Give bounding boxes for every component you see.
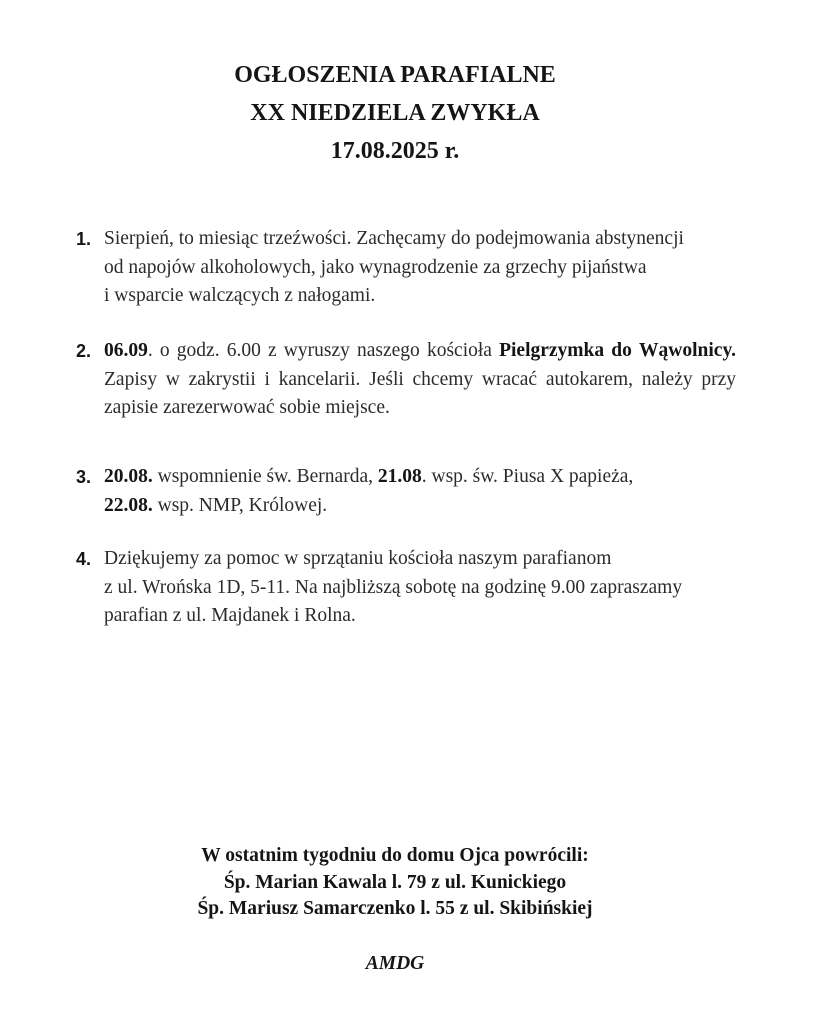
item-number: 2. — [76, 341, 92, 361]
item-text-part: wspomnienie św. Bernarda, — [152, 466, 378, 487]
item-text-part: . o godz. 6.00 z wyruszy naszego kościoła — [147, 340, 500, 361]
document-header — [0, 56, 790, 170]
announcement-item — [76, 463, 736, 520]
pilgrimage-destination: Wąwolnicy. — [639, 340, 737, 361]
announcement-item — [76, 337, 736, 423]
obituary-heading: W ostatnim tygodniu do domu Ojca powrócili: — [201, 845, 589, 866]
item-number: 4. — [76, 549, 92, 569]
item-line: od napojów alkoholowych, jako wynagrodzenie za grzechy pijaństwa — [104, 256, 647, 278]
item-text-part: Zapisy w zakrystii i kancelarii. Jeśli chcemy wracać — [104, 368, 538, 390]
obituary-section — [0, 843, 790, 923]
item-text-part: wsp. NMP, Królowej. — [152, 494, 328, 516]
obituary-entry: Śp. Marian Kawala l. 79 z ul. Kunickiego — [223, 871, 567, 893]
title-date: 17.08.2025 r. — [330, 138, 460, 164]
closing-motto: AMDG — [365, 953, 425, 974]
item-line: parafian z ul. Majdanek i Rolna. — [104, 605, 356, 627]
title-line-2: XX NIEDZIELA ZWYKŁA — [250, 100, 540, 126]
item-line: i wsparcie walczących z nałogami. — [104, 285, 376, 307]
item-text — [104, 225, 736, 311]
item-text-part: autokarem, należy przy zapisie zarezerwować sobie miejsce. — [104, 368, 736, 419]
announcement-item — [76, 225, 736, 311]
item-date: 06.09 — [104, 340, 148, 361]
obituary-entry: Śp. Mariusz Samarczenko l. 55 z ul. Skibińskiej — [197, 898, 593, 919]
item-date: 21.08 — [377, 466, 422, 487]
item-text — [104, 545, 736, 631]
item-text — [104, 337, 736, 423]
item-number: 1. — [76, 229, 92, 249]
title-line-1: OGŁOSZENIA PARAFIALNE — [234, 62, 556, 88]
item-date: 20.08. — [104, 466, 153, 487]
item-line: Dziękujemy za pomoc w sprzątaniu kościoła naszym parafianom — [104, 548, 612, 569]
announcement-item — [76, 545, 736, 631]
item-line — [104, 492, 736, 521]
item-date: 22.08. — [104, 494, 153, 516]
item-line: z ul. Wrońska 1D, 5-11. Na najbliższą sobotę na godzinę 9.00 zapraszamy — [104, 576, 683, 598]
pilgrimage-name: Pielgrzymka do — [499, 340, 632, 361]
item-line: Sierpień, to miesiąc trzeźwości. Zachęcamy do podejmowania abstynencji — [104, 228, 684, 249]
item-text-part: . wsp. św. Piusa X papieża, — [421, 466, 634, 487]
item-number: 3. — [76, 467, 92, 487]
item-line — [104, 463, 736, 492]
item-text — [104, 463, 736, 520]
